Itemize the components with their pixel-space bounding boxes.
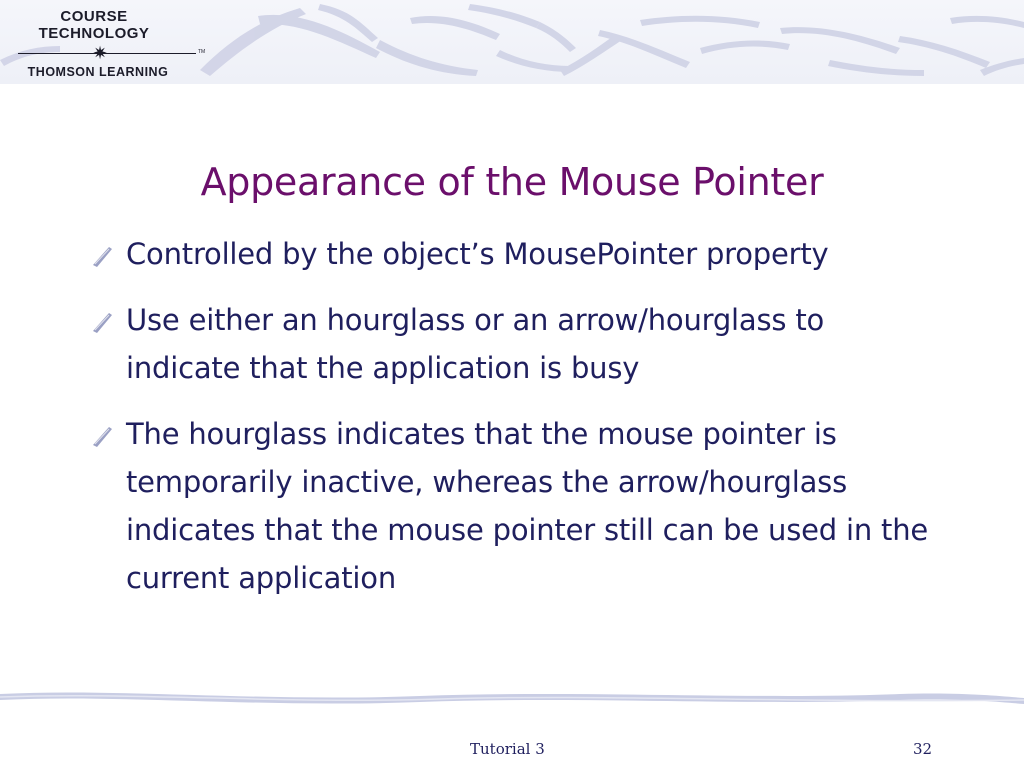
footer-tutorial-label: Tutorial 3 xyxy=(470,740,545,758)
course-technology-logo xyxy=(6,6,206,80)
slide-title: Appearance of the Mouse Pointer xyxy=(200,160,824,204)
bullet-text: The hourglass indicates that the mouse pointer is temporarily inactive, whereas the arrow/hourglass indicates that the mouse pointer still can be used in the current application xyxy=(126,417,929,595)
bullet-item xyxy=(86,296,946,392)
footer-ribbon xyxy=(0,684,1024,710)
logo-trademark: TM xyxy=(198,49,206,55)
slanted-dash-bullet-icon xyxy=(89,423,115,449)
bullet-text: Use either an hourglass or an arrow/hourglass to indicate that the application is busy xyxy=(126,303,825,385)
slanted-dash-bullet-icon xyxy=(89,309,115,335)
bullet-item xyxy=(86,230,946,278)
logo-text-course: COURSE xyxy=(60,8,128,25)
slanted-dash-bullet-icon xyxy=(89,243,115,269)
bullet-text: Controlled by the object’s MousePointer property xyxy=(126,237,829,271)
logo-star-icon: ✷ xyxy=(92,43,108,64)
bullet-list xyxy=(86,230,946,602)
bullet-item xyxy=(86,410,946,602)
logo-text-thomson-learning: THOMSON LEARNING xyxy=(27,65,169,79)
footer-page-number: 32 xyxy=(913,740,933,758)
logo-text-technology: TECHNOLOGY xyxy=(38,25,150,42)
header-decoration-band xyxy=(0,0,1024,84)
footer-ribbon-stroke xyxy=(0,684,1024,710)
